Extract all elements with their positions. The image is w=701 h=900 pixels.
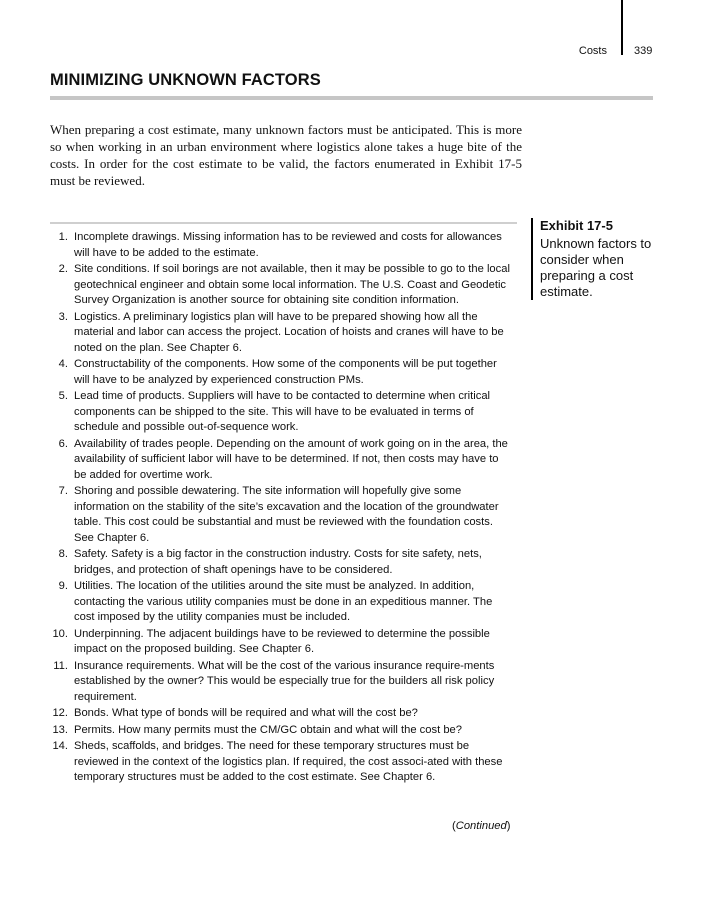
intro-paragraph: When preparing a cost estimate, many unknown factors must be anticipated. This is more so when working in an urban environment where logistics alone takes a huge bite of the costs. In order for the cost estimate to be valid, the factors enumerated in Exhibit 17-5 must be reviewed. (50, 122, 522, 188)
item-number: 1. (58, 231, 68, 243)
list-item (50, 579, 510, 626)
item-text: Logistics. A preliminary logistics plan will have to be prepared showing how all the material and labor can access the project. Location of hoists and cranes will have to be noted on the plan. See Chapter 6. (74, 310, 504, 354)
item-number: 5. (58, 390, 68, 402)
list-item (50, 262, 510, 309)
item-text: Availability of trades people. Depending on the amount of work going on in the area, the availability of sufficient labor will have to be determined. If not, then costs may have to be added for overtime work. (74, 437, 508, 481)
item-text: Site conditions. If soil borings are not available, then it may be possible to go to the local geotechnical engineer and obtain some local information. The U.S. Coast and Geodetic Survey Organization is another source for obtaining site condition information. (74, 263, 510, 306)
item-text: Utilities. The location of the utilities around the site must be analyzed. In addition, contacting the various utility companies must be done in an expeditious manner. The cost imposed by the utility companies must be included. (74, 580, 493, 623)
item-text: Incomplete drawings. Missing information has to be reviewed and costs for allowances will have to be added to the estimate. (74, 231, 502, 259)
item-number: 14. (52, 740, 68, 752)
continued-label: Continued (455, 820, 507, 832)
list-item (50, 357, 510, 388)
list-item (50, 723, 510, 739)
list-item (50, 230, 510, 261)
section-heading: MINIMIZING UNKNOWN FACTORS (50, 71, 321, 89)
item-number: 2. (58, 263, 68, 275)
item-text: Underpinning. The adjacent buildings have to be reviewed to determine the possible impact on the proposed building. See Chapter 6. (74, 627, 490, 655)
unknown-factors-list (50, 230, 510, 787)
item-number: 12. (52, 707, 68, 719)
item-number: 11. (53, 659, 68, 672)
page-number: 339 (634, 45, 653, 57)
item-text: Insurance requirements. What will be the cost of the various insurance require-ments established by the owner? This would be especially true for the builders all risk policy requirement. (74, 659, 495, 703)
item-number: 6. (58, 437, 68, 450)
item-text: Constructability of the components. How some of the components will be put together will have to be analyzed by experienced construction PMs. (74, 358, 497, 386)
list-item (50, 389, 510, 436)
list-item (50, 437, 510, 484)
header-rule (621, 0, 623, 55)
item-number: 4. (58, 358, 68, 370)
running-title: Costs (578, 45, 607, 57)
exhibit-sidebar (531, 218, 665, 300)
list-item (50, 706, 510, 722)
continued-note: (Continued) (452, 820, 511, 832)
list-item (50, 659, 510, 706)
list-item (50, 484, 510, 546)
item-number: 13. (52, 723, 68, 736)
list-item (50, 739, 510, 786)
item-text: Sheds, scaffolds, and bridges. The need for these temporary structures must be reviewed in the context of the logistics plan. If required, the cost associ-ated with these temporary structures must be added to the cost estimate. See Chapter 6. (74, 740, 503, 783)
item-text: Permits. How many permits must the CM/GC obtain and what will the cost be? (74, 723, 462, 736)
item-text: Lead time of products. Suppliers will have to be contacted to determine when critical components can be shipped to the site. This will have to be evaluated in terms of schedule and possible out-of-sequence work. (74, 390, 491, 433)
list-divider (50, 222, 517, 224)
list-item (50, 547, 510, 578)
item-number: 3. (58, 310, 68, 323)
exhibit-label: Exhibit 17-5 (540, 218, 613, 233)
item-text: Shoring and possible dewatering. The site information will hopefully give some information on the stability of the site’s excavation and the location of the groundwater table. This cost could be substantial and must be reviewed with the foundation costs. See Chapter 6. (74, 485, 499, 544)
item-number: 9. (58, 580, 68, 592)
item-number: 8. (58, 548, 68, 560)
heading-divider (50, 96, 653, 100)
list-item (50, 310, 510, 357)
item-number: 7. (58, 485, 68, 497)
item-number: 10. (52, 627, 68, 640)
list-item (50, 627, 510, 658)
item-text: Bonds. What type of bonds will be required and what will the cost be? (74, 707, 418, 719)
exhibit-caption: Unknown factors to consider when preparing a cost estimate. (540, 236, 652, 299)
item-text: Safety. Safety is a big factor in the construction industry. Costs for site safety, nets, bridges, and protection of shaft openings have to be considered. (74, 548, 482, 576)
